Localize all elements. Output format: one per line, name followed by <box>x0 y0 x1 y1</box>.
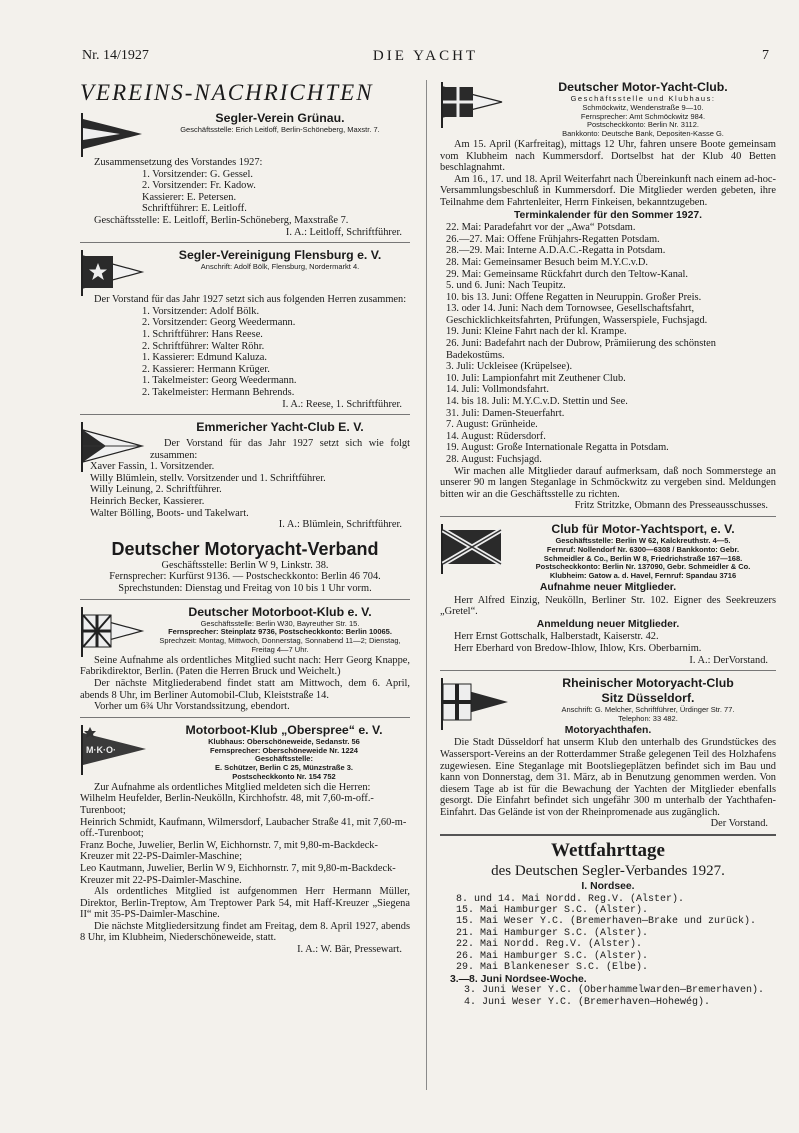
race-item: 15. Mai Hamburger S.C. (Alster). <box>456 905 649 917</box>
club-flensburg <box>80 248 410 410</box>
race-week-heading: 3.—8. Juni Nordsee-Woche. <box>450 973 587 985</box>
right-column <box>440 80 776 1008</box>
paragraph: Zur Aufnahme als ordentliches Mitglied meldeten sich die Herren: <box>94 781 371 793</box>
list-item: 10. bis 13. Juni: Offene Regatten in Neuruppin. Großer Preis. <box>446 291 702 303</box>
race-title: Wettfahrttage <box>551 840 665 862</box>
club-info-line: Postscheckkonto: Berlin Nr. 3112. <box>586 120 699 130</box>
club-info-line: Telephon: 33 482. <box>618 713 678 723</box>
list-item: 1. Schriftführer: Hans Reese. <box>142 328 263 340</box>
list-item: 28. August: Fuchsjagd. <box>446 454 542 466</box>
list-item: Heinrich Schmidt, Kaufmann, Wilmersdorf, Laubacher Straße 41, mit 7,60-m-off.-Turenboot; <box>80 816 407 840</box>
club-emmerich <box>80 420 410 531</box>
list-item: Walter Bölling, Boots- und Takelwart. <box>90 507 249 519</box>
club-cmy <box>440 522 776 666</box>
cross-pennant-icon <box>80 607 146 657</box>
paragraph: Herr Eberhard von Bredow-Ihlow, Ihlow, Krs. Oberbarnim. <box>454 642 702 654</box>
office-text: Geschäftsstelle: E. Leitloff, Berlin-Schöneberg, Maxstraße 7. <box>94 214 349 226</box>
column-divider <box>426 80 427 1090</box>
list-item: 1. Vorsitzender: Adolf Bölk. <box>142 305 260 317</box>
dmv-address: Geschäftsstelle: Berlin W 9, Linkstr. 38. <box>161 559 329 571</box>
race-item: 22. Mai Nordd. Reg.V. (Alster). <box>456 939 643 951</box>
race-item: 26. Mai Hamburger S.C. (Alster). <box>456 950 649 962</box>
race-list <box>440 985 776 1008</box>
club-title: Motorboot-Klub „Oberspree“ e. V. <box>185 722 383 737</box>
club-oberspree <box>80 723 410 956</box>
list-item: 5. und 6. Juni: Nach Teupitz. <box>446 280 566 292</box>
list-item: 26. Juni: Badefahrt nach der Dubrow, Prämiierung des schönsten Badekostüms. <box>446 338 716 361</box>
club-info-line: Geschäftsstelle und Klubhaus: <box>570 94 716 103</box>
list-item: 28.—29. Mai: Interne A.D.A.C.-Regatta in Potsdam. <box>446 245 666 257</box>
club-info: Geschäftsstelle: Erich Leitloff, Berlin-Schöneberg, Maxstr. 7. <box>180 125 380 134</box>
cross-pennant-icon <box>440 82 506 128</box>
club-info-line: Anschrift: G. Melcher, Schriftführer, Ürdinger Str. 77. <box>561 705 735 715</box>
paragraph: Am 15. April (Karfreitag), mittags 12 Uhr, fahren unsere Boote gemeinsam vom Klubheim nach Kummersdorf. Dortselbst hat der Klub 40 Betten beschlagnahmt. <box>440 138 776 174</box>
club-info-line: Geschäftsstelle: Berlin W 62, Kalckreuthstr. 4—5. <box>555 535 731 545</box>
club-info-line: Klubheim: Gatow a. d. Havel, Fernruf: Spandau 3716 <box>549 571 737 581</box>
intro-text: Der Vorstand für das Jahr 1927 setzt sich aus folgenden Herren zusammen: <box>94 294 407 306</box>
list-item: Schriftführer: E. Leitloff. <box>142 203 247 215</box>
club-info-line: Fernruf: Nollendorf Nr. 6300—6308 / Bankkonto: Gebr. <box>546 544 740 554</box>
club-info-line: Postscheckkonto: Berlin Nr. 137090, Gebr. Schmeidler & Co. <box>535 562 751 572</box>
race-item: 21. Mai Hamburger S.C. (Alster). <box>456 927 649 939</box>
intro-text: Der Vorstand für das Jahr 1927 setzt sich wie folgt zusammen: <box>150 438 410 461</box>
divider <box>80 717 410 718</box>
club-title: Segler-Verein Grünau. <box>215 111 345 125</box>
divider <box>440 670 776 671</box>
divider <box>440 834 776 836</box>
race-item: 4. Juni Weser Y.C. (Bremerhaven—Hohewég). <box>464 996 711 1008</box>
club-info-line: Fernsprecher: Oberschöneweide Nr. 1224 <box>210 745 358 755</box>
paragraph: Am 16., 17. und 18. April Weiterfahrt nach Übereinkunft nach einem ad-hoc-Versammlungsbeschluß in Kummersdorf. Die Mitglieder werden gebeten, ihre Teilnahme dem Fahrtenleiter, Herrn Finkeisen, bekanntzugeben. <box>440 173 776 208</box>
magazine-title: DIE YACHT <box>372 48 479 64</box>
list-item: 13. oder 14. Juni: Nach dem Tornowsee, Gesellschaftsfahrt, Geschicklichkeitsfahrten, Prüfungen, Wasserspiele, Fuchsjagd. <box>446 303 708 326</box>
section-title: VEREINS-NACHRICHTEN <box>80 80 374 105</box>
signature: Der Vorstand. <box>710 818 768 830</box>
list-item: 28. Mai: Gemeinsamer Besuch beim M.Y.C.v.D. <box>446 256 649 268</box>
subheading: Aufnahme neuer Mitglieder. <box>539 581 677 593</box>
list-item: Wilhelm Heufelder, Berlin-Neukölln, Kirchhofstr. 48, mit 7,60-m-off.-Turenboot; <box>80 793 374 816</box>
page-number: 7 <box>762 48 769 63</box>
signature: I. A.: Blümlein, Schriftführer. <box>278 519 402 531</box>
list-item: 2. Schriftführer: Walter Röhr. <box>142 340 265 352</box>
applicant-list <box>80 793 410 886</box>
list-item: Franz Boche, Juwelier, Berlin W, Eichhornstr. 7, mit 9,80-m-Backdeck-Kreuzer mit 22-PS-Daimler-Maschine; <box>80 839 378 863</box>
list-item: 19. August: Große Internationale Regatta in Potsdam. <box>446 442 669 454</box>
list-item: 1. Takelmeister: Georg Weedermann. <box>142 375 297 387</box>
club-info-line: Geschäftsstelle: <box>255 754 313 764</box>
club-title: Club für Motor-Yachtsport, e. V. <box>551 521 735 536</box>
paragraph: Herr Ernst Gottschalk, Halberstadt, Kaiserstr. 42. <box>454 631 659 643</box>
list-item: 2. Vorsitzender: Fr. Kadow. <box>142 180 256 192</box>
divider <box>80 242 410 243</box>
list-item: Willy Blümlein, stellv. Vorsitzender und 1. Schriftführer. <box>90 472 326 484</box>
list-item: 19. Juni: Kleine Fahrt nach der kl. Krampe. <box>446 326 627 338</box>
subheading: Motoryachthafen. <box>564 724 652 736</box>
list-item: 7. August: Grünheide. <box>446 419 538 431</box>
calendar-list <box>440 222 776 465</box>
dmv-phone: Fernsprecher: Kurfürst 9136. — Postscheckkonto: Berlin 46 704. <box>109 571 381 583</box>
list-item: 14. Juli: Vollmondsfahrt. <box>446 384 549 396</box>
paragraph: Die nächste Mitgliedersitzung findet am Freitag, dem 8. April 1927, abends 8 Uhr, im Klubheim, Niederschöneweide, statt. <box>80 920 410 944</box>
paragraph: Herr Alfred Einzig, Neukölln, Berliner Str. 102. Eigner des Seekreuzers „Gretel“. <box>440 594 776 618</box>
list-item: 1. Kassierer: Edmund Kaluza. <box>142 352 267 364</box>
list-item: 14. bis 18. Juli: M.Y.C.v.D. Stettin und See. <box>446 396 628 408</box>
page-header <box>82 48 769 66</box>
list-item: 1. Vorsitzender: G. Gessel. <box>142 168 254 180</box>
signature: I. A.: Reese, 1. Schriftführer. <box>282 398 402 410</box>
race-subtitle: des Deutschen Segler-Verbandes 1927. <box>491 863 725 880</box>
club-title: Deutscher Motorboot-Klub e. V. <box>188 604 372 619</box>
club-info: Anschrift: Adolf Bölk, Flensburg, Nordermarkt 4. <box>200 262 360 272</box>
club-info-line: Bankkonto: Deutsche Bank, Depositen-Kasse G. <box>562 129 724 139</box>
club-info-line: Geschäftsstelle: Berlin W30, Bayreuther Str. 15. <box>200 618 360 628</box>
list-item: Heinrich Becker, Kassierer. <box>90 496 205 508</box>
divider <box>80 414 410 415</box>
flag-text: M·K·O· <box>86 744 116 755</box>
list-item: 31. Juli: Damen-Steuerfahrt. <box>446 407 565 419</box>
board-list <box>80 306 410 399</box>
list-item: 29. Mai: Gemeinsame Rückfahrt durch den Teltow-Kanal. <box>446 268 689 280</box>
club-gruenau <box>80 111 410 238</box>
cross-pennant-icon <box>440 678 512 730</box>
paragraph: Seine Aufnahme als ordentliches Mitglied sucht nach: Herr Georg Knappe, Fabrikdirektor, Berlin. (Paten die Herren Bruck und Weichelt.) <box>80 654 410 678</box>
mko-pennant-icon <box>80 725 150 775</box>
signature: I. A.: DerVorstand. <box>689 654 768 666</box>
club-info-line: Postscheckkonto Nr. 154 752 <box>232 771 336 781</box>
list-item: Kassierer: E. Petersen. <box>142 191 237 203</box>
race-item: 3. Juni Weser Y.C. (Oberhammelwarden—Bremerhaven). <box>464 985 765 997</box>
race-list <box>440 894 776 974</box>
club-dmyc <box>440 80 776 512</box>
paragraph: Als ordentliches Mitglied ist aufgenommen Herr Hermann Müller, Direktor, Berlin-Treptow, Am Treptower Park 54, mit Haff-Kreuzer „Siegena II“ mit 35-PS-Daimler-Maschine. <box>80 886 410 921</box>
club-title: Deutscher Motor-Yacht-Club. <box>558 80 728 94</box>
issue-number: Nr. 14/1927 <box>82 48 149 63</box>
pennant-flag-icon <box>80 422 146 472</box>
paragraph: Vorher um 6¾ Uhr Vorstandssitzung, ebendort. <box>94 701 290 713</box>
club-info-line: Klubhaus: Oberschöneweide, Sedanstr. 56 <box>208 736 360 746</box>
board-list <box>80 169 410 215</box>
calendar-title: Terminkalender für den Sommer 1927. <box>513 209 703 221</box>
signature: I. A.: Leitloff, Schriftführer. <box>285 226 402 238</box>
region-heading: I. Nordsee. <box>581 881 635 893</box>
club-dmk <box>80 605 410 713</box>
star-pennant-icon <box>80 250 146 296</box>
club-info-line: Schmöckwitz, Wendenstraße 9—10. <box>582 102 704 112</box>
paragraph: Der nächste Mitgliederabend findet statt am Mittwoch, dem 6. April, abends 8 Uhr, im Berliner Automobil-Club, Kleiststraße 14. <box>80 678 410 701</box>
left-column <box>80 80 410 956</box>
club-title: Emmericher Yacht-Club E. V. <box>196 420 364 435</box>
list-item: 14. August: Rüdersdorf. <box>446 430 546 442</box>
divider <box>80 599 410 600</box>
list-item: Xaver Fassin, 1. Vorsitzender. <box>90 461 215 473</box>
club-title: Rheinischer Motoryacht-Club <box>562 676 734 691</box>
list-item: 2. Takelmeister: Hermann Behrends. <box>142 386 295 398</box>
intro-text: Zusammensetzung des Vorstandes 1927: <box>94 157 263 168</box>
club-subtitle: Sitz Düsseldorf. <box>601 691 695 706</box>
list-item: 2. Kassierer: Hermann Krüger. <box>142 363 270 375</box>
list-item: 22. Mai: Paradefahrt vor der „Awa“ Potsdam. <box>446 222 636 234</box>
list-item: 10. Juli: Lampionfahrt mit Zeuthener Club. <box>446 372 626 384</box>
dmv-hours: Sprechstunden: Dienstag und Freitag von 10 bis 1 Uhr vorm. <box>118 583 372 595</box>
signature: Fritz Stritzke, Obmann des Presseausschusses. <box>574 500 768 512</box>
race-item: 8. und 14. Mai Nordd. Reg.V. (Alster). <box>456 893 685 905</box>
list-item: 2. Vorsitzender: Georg Weedermann. <box>142 317 296 329</box>
club-info-line: Schmeidler & Co., Berlin W 8, Friedrichstraße 167—168. <box>543 553 743 563</box>
paragraph: Wir machen alle Mitglieder darauf aufmerksam, daß noch Sommerstege an unserer 90 m langen Steganlage in Schmöckwitz zu vergeben sind. Meldungen bitten wir an die Geschäftsstelle zu richten. <box>440 465 776 500</box>
list-item: 26.—27. Mai: Offene Frühjahrs-Regatten Potsdam. <box>446 233 660 245</box>
club-info-line: E. Schützer, Berlin C 25, Münzstraße 3. <box>215 763 353 773</box>
paragraph: Die Stadt Düsseldorf hat unserm Klub den unterhalb des Grundstückes des Wassersport-Vereins an der Rotterdammer Straße gelegenen Teil des Holzhafens zugewiesen. Eine Steganlage mit Bootsliegeplätzen befindet sich im Bau und kann von Donnerstag, dem 31. März, ab in Benutzung genommen werden. Von diesem Tage ab ist für die Bewachung der Yachten der Mitglieder ebenfalls gesorgt. Die Einfahrt befindet sich ungefähr 300 m unterhalb der Yachthafen-Einfahrt. Das Gelände ist von der Rheinpromenade aus zugänglich. <box>440 737 776 818</box>
club-title: Segler-Vereinigung Flensburg e. V. <box>178 248 382 263</box>
race-item: 29. Mai Blankeneser S.C. (Elbe). <box>456 962 649 974</box>
list-item: Leo Kautmann, Juwelier, Berlin W 9, Eichhornstr. 7, mit 9,80-m-Backdeck-Kreuzer mit 22-PS-Daimler-Maschine. <box>80 862 396 886</box>
club-info-line: Sprechzeit: Montag, Mittwoch, Donnerstag, Sonnabend 11—2; Dienstag, Freitag 4—7 Uhr. <box>159 636 401 655</box>
signature: I. A.: W. Bär, Pressewart. <box>297 944 402 956</box>
club-info-line: Fernsprecher: Steinplatz 9736, Postscheckkonto: Berlin 10065. <box>168 627 392 637</box>
list-item: 3. Juli: Uckleisee (Krüpelsee). <box>446 361 573 373</box>
saltire-flag-icon <box>440 524 506 574</box>
pennant-flag-icon <box>80 113 146 157</box>
club-info-line: Fernsprecher: Amt Schmöckwitz 984. <box>580 111 706 121</box>
dmv-title: Deutscher Motoryacht-Verband <box>111 538 379 559</box>
list-item: Willy Leinung, 2. Schriftführer. <box>90 484 222 496</box>
subheading: Anmeldung neuer Mitglieder. <box>536 618 680 630</box>
divider <box>440 516 776 517</box>
race-item: 15. Mai Weser Y.C. (Bremerhaven—Brake und zurück). <box>456 916 757 928</box>
club-rmd <box>440 676 776 830</box>
race-dates <box>440 840 776 1008</box>
